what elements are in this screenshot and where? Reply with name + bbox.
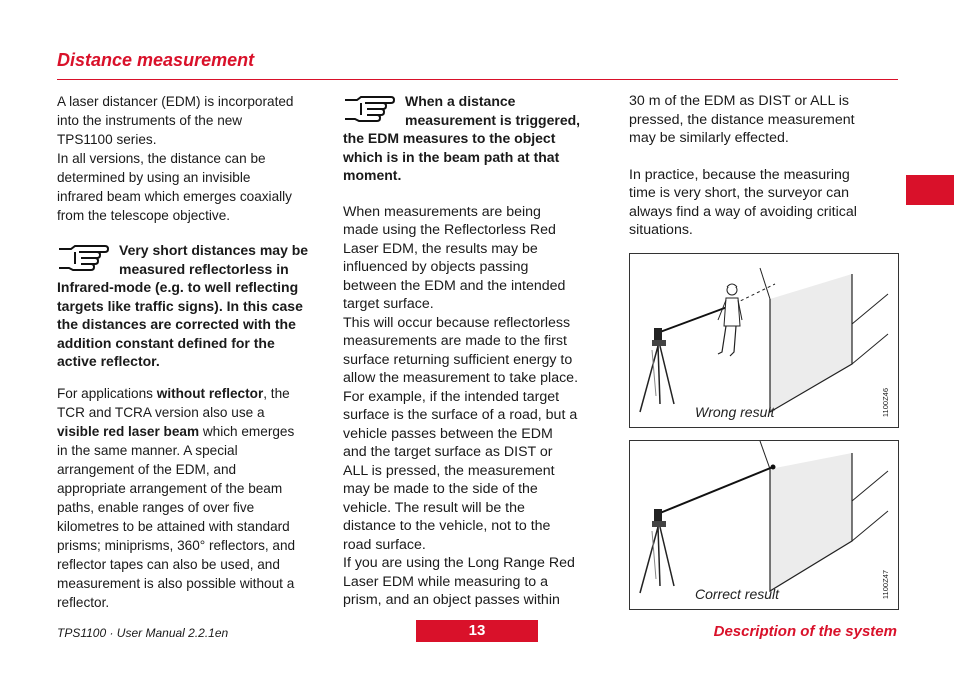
practice-paragraph	[629, 166, 897, 240]
note-line: measurement is triggered,	[405, 111, 581, 128]
text-line: A laser distancer (EDM) is incorporated	[57, 94, 294, 109]
text-line: appropriate arrangement of the beam	[57, 480, 283, 496]
text-line: paths, enable ranges of over five	[57, 499, 255, 515]
text-line: reflector tapes can also be used, and	[57, 556, 280, 572]
text-line: prisms; miniprisms, 360° reflectors, and	[57, 537, 296, 553]
text-line: vehicle. The result will be the	[343, 499, 525, 516]
text-line: always find a way of avoiding critical	[629, 203, 857, 220]
text-emphasis: without reflector	[156, 385, 264, 401]
text-line: measurements are made to the first	[343, 333, 567, 349]
figure-wrong-result	[629, 253, 899, 428]
text-line: reflector.	[57, 594, 110, 610]
note-line: active reflector.	[57, 353, 160, 369]
reflector-paragraph	[57, 384, 327, 612]
note-line: which is in the beam path at that	[343, 148, 560, 165]
text-line: When measurements are being	[343, 203, 541, 220]
footer-section-title: Description of the system	[713, 623, 897, 640]
figure-caption: Wrong result	[695, 404, 775, 420]
text-line: influenced by objects passing	[343, 259, 529, 275]
note-short-distances	[57, 241, 327, 371]
text-line: infrared beam which emerges coaxially	[57, 189, 292, 204]
note-line: the distances are corrected with the	[57, 316, 296, 332]
text-line: in the same manner. A special	[57, 442, 238, 458]
text-line: This will occur because reflectorless	[343, 314, 571, 331]
note-line: When a distance	[405, 93, 516, 109]
text-line: ALL is pressed, the measurement	[343, 462, 555, 479]
footer-manual-title: TPS1100 · User Manual 2.2.1en	[57, 626, 229, 640]
text-line: road surface.	[343, 536, 426, 553]
note-line: Infrared-mode (e.g. to well reflecting	[57, 279, 299, 295]
text-run: , the	[263, 385, 290, 401]
text-line: TCR and TCRA version also use a	[57, 404, 265, 420]
header-rule	[57, 79, 898, 80]
text-line: pressed, the distance measurement	[629, 111, 855, 128]
text-line: For example, if the intended target	[343, 388, 560, 405]
text-line: situations.	[629, 222, 693, 238]
text-line: may be similarly effected.	[629, 130, 789, 146]
page-title: Distance measurement	[57, 50, 255, 70]
text-line: determined by using an invisible	[57, 170, 251, 185]
note-line: targets like traffic signs). In this case	[57, 297, 303, 314]
text-line: between the EDM and the intended	[343, 277, 566, 294]
text-line: Laser EDM while measuring to a	[343, 573, 549, 590]
continuation-paragraph	[629, 92, 897, 148]
text-line	[57, 422, 327, 441]
text-line: time is very short, the surveyor can	[629, 185, 849, 201]
text-line	[57, 384, 327, 403]
text-line: into the instruments of the new	[57, 113, 243, 128]
text-line: kilometres to be attained with standard	[57, 518, 290, 534]
note-line: moment.	[343, 167, 402, 183]
clear-beam-illustration	[630, 441, 898, 609]
text-line: Laser EDM, the results may be	[343, 240, 538, 257]
text-line: In all versions, the distance can be	[57, 151, 266, 166]
pointing-hand-icon	[57, 244, 111, 274]
text-line: vehicle passes between the EDM	[343, 425, 553, 442]
text-line: TPS1100 series.	[57, 132, 157, 147]
text-line: surface returning sufficient energy to	[343, 351, 573, 368]
text-line: made using the Reflectorless Red	[343, 222, 556, 238]
text-line: allow the measurement to take place.	[343, 370, 579, 386]
text-line: target surface.	[343, 296, 434, 312]
page-number: 13	[416, 620, 538, 642]
chapter-tab-marker	[906, 175, 954, 205]
note-line: measured reflectorless in	[119, 260, 289, 277]
text-line: prism, and an object passes within	[343, 592, 560, 608]
column-3	[629, 92, 897, 240]
text-line: distance to the vehicle, not to the	[343, 518, 551, 534]
surveyor-obstruction-illustration	[630, 254, 898, 427]
note-line: the EDM measures to the object	[343, 130, 556, 146]
text-run: which emerges	[199, 423, 295, 439]
note-line: Very short distances may be	[119, 242, 309, 258]
text-line: surface is the surface of a road, but a	[343, 407, 578, 423]
intro-paragraph	[57, 92, 327, 225]
column-1	[57, 92, 327, 612]
text-line: may be made to the side of the	[343, 481, 538, 497]
text-line: and the target surface as DIST or	[343, 444, 553, 460]
note-edm-trigger	[343, 92, 611, 185]
figure-caption: Correct result	[695, 586, 780, 602]
text-line: In practice, because the measuring	[629, 166, 850, 183]
figure-correct-result	[629, 440, 899, 610]
text-line: If you are using the Long Range Red	[343, 555, 575, 571]
text-line: from the telescope objective.	[57, 208, 231, 223]
text-run: For applications	[57, 385, 157, 401]
figure-code: 1100Z47	[881, 569, 890, 599]
text-emphasis: visible red laser beam	[57, 423, 200, 439]
note-line: addition constant defined for the	[57, 334, 275, 351]
text-line: arrangement of the EDM, and	[57, 461, 237, 477]
column-2	[343, 92, 611, 610]
pointing-hand-icon	[343, 95, 397, 125]
figure-code: 1100Z46	[881, 387, 890, 417]
text-line: 30 m of the EDM as DIST or ALL is	[629, 93, 849, 109]
reflectorless-paragraph	[343, 203, 611, 610]
text-line: measurement is also possible without a	[57, 575, 295, 591]
